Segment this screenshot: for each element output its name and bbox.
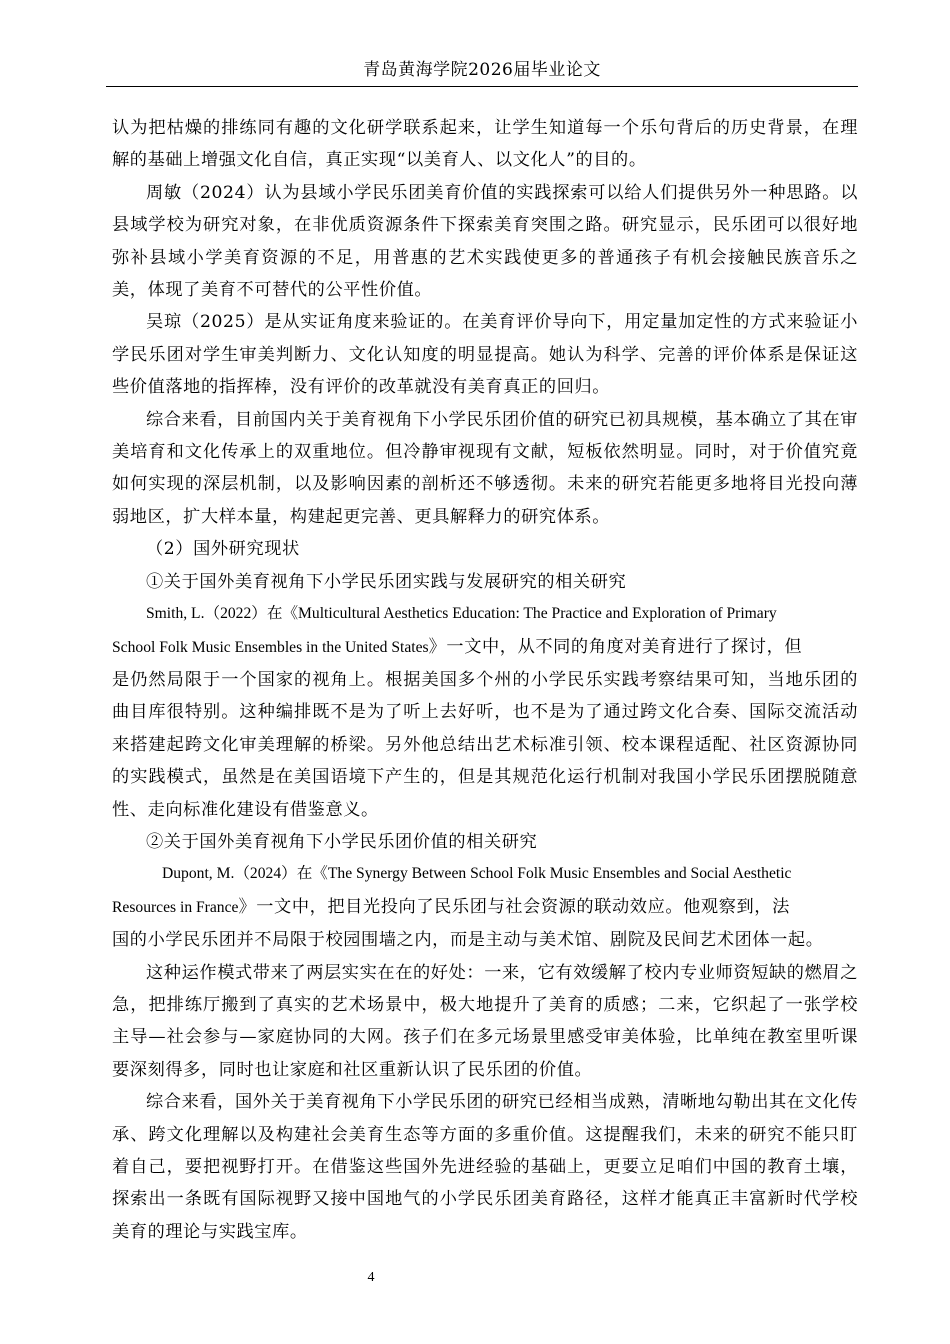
page-header-title: 青岛黄海学院2026届毕业论文: [363, 60, 601, 80]
paragraph-zhou-min: 周敏（2024）认为县域小学民乐团美育价值的实践探索可以给人们提供另外一种思路。以县域学校为研究对象，在非优质资源条件下探索美育突围之路。研究显示，民乐团可以很好地弥补县域小学美育资源的不足，用普惠的艺术实践使更多的普通孩子有机会接触民族音乐之美，体现了美育不可替代的公平性价值。: [112, 182, 858, 301]
paragraph-wu-qiong: 吴琼（2025）是从实证角度来验证的。在美育评价导向下，用定量加定性的方式来验证小学民乐团对学生审美判断力、文化认知度的明显提高。她认为科学、完善的评价体系是保证这些价值落地的指挥棒，没有评价的改革就没有美育真正的回归。: [112, 312, 858, 398]
paragraph-smith: 是仍然局限于一个国家的视角上。根据美国多个州的小学民乐实践考察结果可知，当地乐团的曲目库很特别。这种编排既不是为了听上去好听，也不是为了通过跨文化合奏、国际交流活动来搭建起跨文化审美理解的桥梁。另外他总结出艺术标准引领、校本课程适配、社区资源协同的实践模式，虽然是在美国语境下产生的，但是其规范化运行机制对我国小学民乐团摆脱随意性、走向标准化建设有借鉴意义。: [112, 669, 858, 820]
dupont-reference-text: Dupont, M.（2024）在《The Synergy Between School Folk Music Ensembles and Social Aesthetic: [162, 865, 792, 883]
page-number: 4: [367, 1270, 375, 1285]
paragraph-continuation: 认为把枯燥的排练同有趣的文化研学联系起来，让学生知道每一个乐句背后的历史背景，在理解的基础上增强文化自信，真正实现“以美育人、以文化人”的目的。: [112, 118, 858, 171]
dupont-reference-line: [112, 858, 858, 890]
dupont-title-end: Resources in France: [112, 898, 239, 916]
smith-text-cont: 》一文中，从不同的角度对美育进行了探讨，但: [428, 636, 803, 657]
header-rule: [106, 86, 858, 87]
smith-reference-line: [112, 598, 858, 630]
subheading-practice-development: ①关于国外美育视角下小学民乐团实践与发展研究的相关研究: [146, 571, 627, 592]
dupont-text-cont: 》一文中，把目光投向了民乐团与社会资源的联动效应。他观察到，法: [238, 896, 790, 917]
dupont-reference-continuation: [112, 891, 858, 924]
paragraph-foreign-summary: 综合来看，国外关于美育视角下小学民乐团的研究已经相当成熟，清晰地勾勒出其在文化传承、跨文化理解以及构建社会美育生态等方面的多重价值。这提醒我们，未来的研究不能只盯着自己，要把视野打开。在借鉴这些国外先进经验的基础上，更要立足咱们中国的教育土壤，探索出一条既有国际视野又接中国地气的小学民乐团美育路径，这样才能真正丰富新时代学校美育的理论与实践宝库。: [112, 1092, 858, 1242]
paragraph-dupont: 国的小学民乐团并不局限于校园围墙之内，而是主动与美术馆、剧院及民间艺术团体一起。: [112, 930, 824, 951]
smith-title-end: School Folk Music Ensembles in the United States: [112, 638, 429, 656]
paragraph-operation-model: 这种运作模式带来了两层实实在在的好处：一来，它有效缓解了校内专业师资短缺的燃眉之急，把排练厅搬到了真实的艺术场景中，极大地提升了美育的质感；二来，它织起了一张学校主导—社会参与—家庭协同的大网。孩子们在多元场景里感受审美体验，比单纯在教室里听课要深刻得多，同时也让家庭和社区重新认识了民乐团的价值。: [112, 962, 858, 1080]
smith-reference-text: Smith, L.（2022）在《Multicultural Aesthetics Education: The Practice and Exploration of Primary: [146, 605, 777, 623]
smith-reference-continuation: [112, 631, 858, 664]
subheading-value-research: ②关于国外美育视角下小学民乐团价值的相关研究: [146, 831, 538, 852]
section-heading-foreign-research: （2）国外研究现状: [146, 539, 300, 560]
body-text: [112, 112, 858, 1248]
paragraph-domestic-summary: 综合来看，目前国内关于美育视角下小学民乐团价值的研究已初具规模，基本确立了其在审美培育和文化传承上的双重地位。但冷静审视现有文献，短板依然明显。同时，对于价值究竟如何实现的深层机制，以及影响因素的剖析还不够透彻。未来的研究若能更多地将目光投向薄弱地区，扩大样本量，构建起更完善、更具解释力的研究体系。: [112, 409, 858, 527]
